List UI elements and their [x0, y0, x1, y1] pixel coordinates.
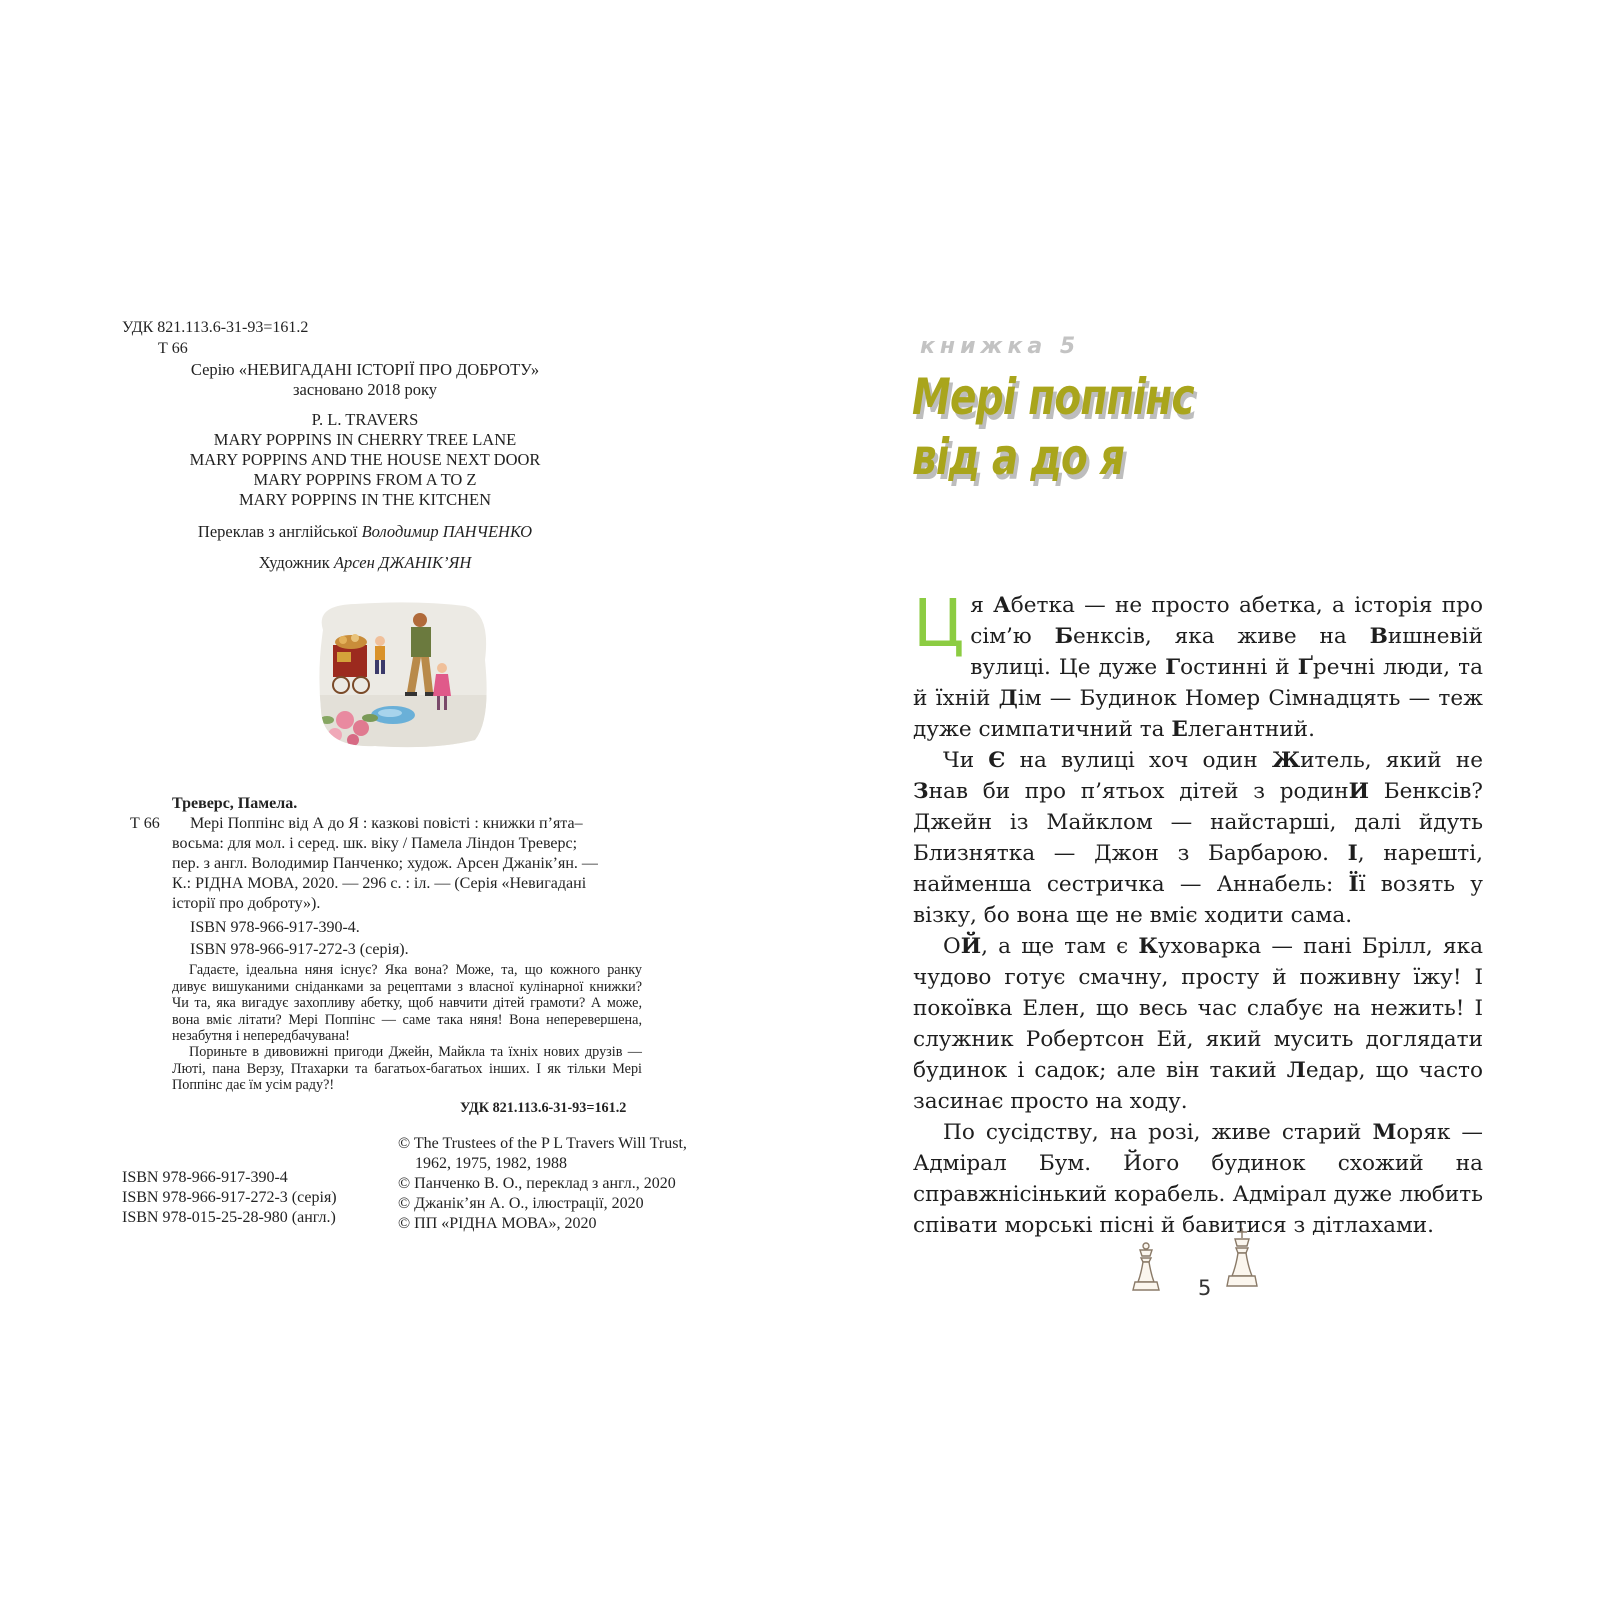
udk-code-bottom: УДК 821.113.6-31-93=161.2 — [460, 1100, 627, 1116]
body-paragraph-3: ОЙ, а ще там є Куховарка — пані Брілл, яка чудово готує смачну, просту й поживну їжу! І покоївка Елен, що весь час слабує на нежить! І служник Робертсон Ей, який мусить доглядати будинок і садок; але він такий Ледар, що часто засинає просто на ходу. — [913, 934, 1483, 1114]
original-titles — [150, 410, 580, 510]
artist-name: Арсен ДЖАНІК’ЯН — [333, 553, 472, 572]
series-line-2: засновано 2018 року — [292, 380, 437, 399]
original-title-line: MARY POPPINS IN THE KITCHEN — [238, 490, 492, 509]
isbn-line: ISBN 978-966-917-272-3 (серія) — [122, 1189, 337, 1206]
cover-illustration — [315, 600, 490, 750]
copyright-line: 1962, 1975, 1982, 1988 — [415, 1155, 567, 1172]
drop-cap: Ц — [913, 585, 965, 662]
catalog-line: К.: РІДНА МОВА, 2020. — 296 с. : іл. — (Серія «Невигадані — [172, 875, 587, 892]
isbn-line: ISBN 978-966-917-390-4 — [122, 1169, 288, 1186]
annotation-paragraph-2: Пориньте в дивовижні пригоди Джейн, Майкла та їхніх нових друзів — Люті, пана Верзу, Птахарки та багатьох-багатьох інших. І як тільки Мері Поппінс дає їм усім раду?! — [172, 1044, 642, 1094]
copyright-line: © ПП «РІДНА МОВА», 2020 — [398, 1215, 597, 1232]
body-paragraph-1: Ця Абетка — не просто абетка, а історія про сім’ю Бенксів, яка живе на Вишневій вулиці. Це дуже Гостинні й Ґречні люди, та й їхній Дім — Будинок Номер Сімнадцять — теж дуже симпатичний та Елегантний. — [913, 585, 1484, 742]
page-number: 5 — [1198, 1276, 1212, 1300]
original-title-line: MARY POPPINS AND THE HOUSE NEXT DOOR — [189, 450, 541, 469]
series-info — [150, 360, 580, 400]
isbn-list — [122, 1168, 337, 1228]
udk-code-top: УДК 821.113.6-31-93=161.2 — [122, 319, 309, 336]
catalog-description — [172, 814, 642, 914]
catalog-line: пер. з англ. Володимир Панченко; худож. Арсен Джанік’ян. — — [172, 855, 598, 872]
chapter-body — [913, 585, 1484, 1241]
annotation-paragraph-1: Гадаєте, ідеальна няня існує? Яка вона? Може, та, що кожного ранку дивує вишуканими сніданками за рецептами з власної кулінарної книжки? Чи та, яка вигадує захопливу абетку, щоб навчити дітей грамоти? А може, вона вміє літати? Мері Поппінс — саме така няня! Вона неперевершена, незабутня і непередбачувана! — [172, 962, 642, 1045]
book-number-label: книжка 5 — [920, 334, 1081, 359]
copyright-list — [398, 1134, 687, 1234]
catalog-author: Треверс, Памела. — [172, 795, 298, 812]
catalog-line: восьма: для мол. і серед. шк. віку / Памела Ліндон Треверс; — [172, 835, 578, 852]
original-title-line: MARY POPPINS FROM A TO Z — [253, 470, 477, 489]
body-paragraph-2: Чи Є на вулиці хоч один Житель, який не Знав би про п’ятьох дітей з родинИ Бенксів? Джейн із Майклом — найстарші, далі йдуть Близнятка — Джон з Барбарою. І, нарешті, найменша сестричка — Аннабель: Її возять у візку, бо вона ще не вміє ходити сама. — [913, 748, 1484, 928]
series-line-1: Серію «НЕВИГАДАНІ ІСТОРІЇ ПРО ДОБРОТУ» — [190, 360, 540, 379]
translator-credit — [150, 522, 580, 542]
catalog-isbn-1: ISBN 978-966-917-390-4. — [190, 919, 360, 936]
catalog-isbn-2: ISBN 978-966-917-272-3 (серія). — [190, 941, 409, 958]
artist-prefix: Художник — [258, 553, 334, 572]
chapter-title-line-2: від а до я — [912, 428, 1125, 486]
catalog-code: Т 66 — [130, 815, 160, 832]
catalog-line: історії про доброту»). — [172, 895, 321, 912]
author-code-top: Т 66 — [158, 340, 188, 357]
translator-prefix: Переклав з англійської — [197, 522, 362, 541]
body-paragraph-4: По сусідству, на розі, живе старий Моряк — Адмірал Бум. Його будинок схожий на справжнісінький корабель. Адмірал дуже любить співати морські пісні й бавитися з дітлахами. — [913, 1120, 1483, 1238]
isbn-line: ISBN 978-015-25-28-980 (англ.) — [122, 1209, 336, 1226]
copyright-line: © Панченко В. О., переклад з англ., 2020 — [398, 1175, 676, 1192]
chess-queen-icon — [1128, 1240, 1164, 1296]
artist-credit — [150, 553, 580, 573]
chapter-title-line-1: Мері поппінс — [912, 368, 1194, 426]
original-title-line: MARY POPPINS IN CHERRY TREE LANE — [213, 430, 517, 449]
original-title-line: P. L. TRAVERS — [311, 410, 419, 429]
chess-king-icon — [1222, 1226, 1262, 1292]
copyright-line: © The Trustees of the P L Travers Will Trust, — [398, 1135, 687, 1152]
copyright-line: © Джанік’ян А. О., ілюстрації, 2020 — [398, 1195, 644, 1212]
catalog-line: Мері Поппінс від А до Я : казкові повісті : книжки п’ята– — [190, 815, 583, 832]
translator-name: Володимир ПАНЧЕНКО — [361, 522, 533, 541]
